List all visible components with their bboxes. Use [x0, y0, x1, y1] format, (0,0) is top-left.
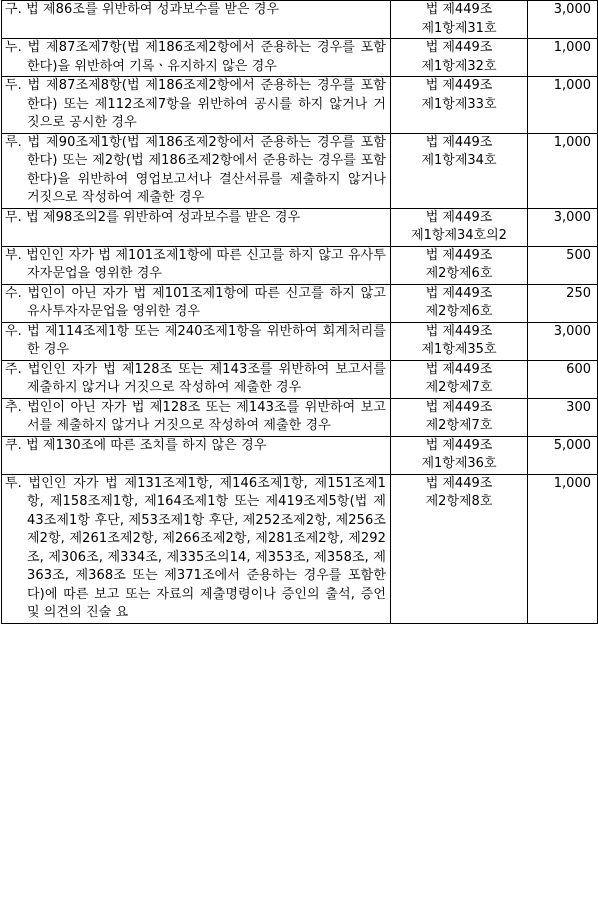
- fine-amount-cell: 5,000: [528, 436, 598, 474]
- fine-amount-cell: 250: [528, 284, 598, 322]
- table-row: [2, 77, 598, 134]
- table-row: [2, 133, 598, 208]
- table-row: [2, 39, 598, 77]
- legal-basis-clause: 제1항제32호: [421, 58, 497, 74]
- fine-amount-cell: 500: [528, 246, 598, 284]
- legal-basis-cell: [391, 474, 528, 623]
- violation-cell: 누. 법 제87조제7항(법 제186조제2항에서 준용하는 경우를 포함한다)을 위반하여 기록ㆍ유지하지 않은 경우: [2, 39, 391, 77]
- fine-amount-cell: 300: [528, 398, 598, 436]
- fine-amount-cell: 1,000: [528, 133, 598, 208]
- violation-cell: 쿠. 법 제130조에 따른 조치를 하지 않은 경우: [2, 436, 391, 474]
- legal-basis-cell: [391, 246, 528, 284]
- legal-basis-clause: 제1항제33호: [421, 96, 497, 112]
- legal-basis-article: 법 제449조: [425, 40, 493, 55]
- legal-basis-cell: [391, 436, 528, 474]
- legal-basis-clause: 제1항제31호: [421, 20, 497, 36]
- fine-amount-cell: 3,000: [528, 322, 598, 360]
- violation-cell: 구. 법 제86조를 위반하여 성과보수를 받은 경우: [2, 1, 391, 39]
- fine-amount-cell: 1,000: [528, 474, 598, 623]
- legal-basis-article: 법 제449조: [425, 247, 493, 263]
- fine-amount-cell: 3,000: [528, 1, 598, 39]
- table-row: [2, 284, 598, 322]
- table-row: [2, 398, 598, 436]
- legal-basis-clause: 제2항제8호: [425, 494, 493, 509]
- legal-basis-clause: 제1항제36호: [421, 456, 497, 471]
- table-row: [2, 246, 598, 284]
- table-row: [2, 474, 598, 623]
- table-row: [2, 208, 598, 246]
- table-row: [2, 322, 598, 360]
- legal-basis-article: 법 제449조: [425, 437, 493, 453]
- legal-basis-article: 법 제449조: [425, 285, 493, 301]
- table-row: [2, 360, 598, 398]
- fine-amount-cell: 3,000: [528, 208, 598, 246]
- legal-basis-cell: [391, 77, 528, 134]
- violation-cell: 수. 법인이 아닌 자가 법 제101조제1항에 따른 신고를 하지 않고 유사투자자문업을 영위한 경우: [2, 284, 391, 322]
- fine-amount-cell: 1,000: [528, 77, 598, 134]
- legal-basis-clause: 제1항제34호: [421, 153, 497, 168]
- legal-basis-article: 법 제449조: [425, 323, 493, 339]
- violation-cell: 추. 법인이 아닌 자가 법 제128조 또는 제143조를 위반하여 보고서를 제출하지 않거나 거짓으로 작성하여 제출한 경우: [2, 398, 391, 436]
- legal-basis-cell: [391, 398, 528, 436]
- legal-basis-cell: [391, 322, 528, 360]
- violation-cell: 투. 법인인 자가 법 제131조제1항, 제146조제1항, 제151조제1항, 제158조제1항, 제164조제1항 또는 제419조제5항(법 제43조제1항 후단, 제53조제1항 후단, 제252조제2항, 제256조제2항, 제261조제2항, 제266조제2항, 제281조제2항, 제292조, 제306조, 제334조, 제335조의14, 제353조, 제358조, 제363조, 제368조 또는 제371조에서 준용하는 경우를 포함한다)에 따른 보고 또는 자료의 제출명령이나 증인의 출석, 증언 및 의견의 진술 요: [2, 474, 391, 623]
- legal-basis-clause: 제2항제7호: [425, 380, 493, 395]
- legal-basis-clause: 제2항제6호: [425, 304, 493, 319]
- legal-basis-article: 법 제449조: [425, 78, 493, 93]
- legal-basis-article: 법 제449조: [425, 134, 493, 150]
- legal-basis-cell: [391, 284, 528, 322]
- legal-basis-clause: 제2항제7호: [425, 418, 493, 433]
- legal-basis-cell: [391, 360, 528, 398]
- violation-cell: 부. 법인인 자가 법 제101조제1항에 따른 신고를 하지 않고 유사투자자문업을 영위한 경우: [2, 246, 391, 284]
- fine-schedule-table: [1, 0, 598, 624]
- violation-cell: 두. 법 제87조제8항(법 제186조제2항에서 준용하는 경우를 포함한다) 또는 제112조제7항을 위반하여 공시를 하지 않거나 거짓으로 공시한 경우: [2, 77, 391, 134]
- violation-cell: 무. 법 제98조의2를 위반하여 성과보수를 받은 경우: [2, 208, 391, 246]
- legal-basis-clause: 제2항제6호: [425, 266, 493, 281]
- legal-basis-cell: [391, 39, 528, 77]
- legal-basis-article: 법 제449조: [425, 475, 493, 491]
- table-row: [2, 436, 598, 474]
- legal-basis-article: 법 제449조: [425, 209, 493, 225]
- legal-basis-cell: [391, 1, 528, 39]
- legal-basis-article: 법 제449조: [425, 361, 493, 377]
- violation-cell: 우. 법 제114조제1항 또는 제240조제1항을 위반하여 회계처리를 한 경우: [2, 322, 391, 360]
- legal-basis-cell: [391, 133, 528, 208]
- table-row: [2, 1, 598, 39]
- legal-basis-clause: 제1항제34호의2: [411, 228, 507, 243]
- violation-cell: 주. 법인인 자가 법 제128조 또는 제143조를 위반하여 보고서를 제출하지 않거나 거짓으로 작성하여 제출한 경우: [2, 360, 391, 398]
- legal-basis-clause: 제1항제35호: [421, 342, 497, 357]
- fine-amount-cell: 600: [528, 360, 598, 398]
- fine-amount-cell: 1,000: [528, 39, 598, 77]
- legal-basis-cell: [391, 208, 528, 246]
- violation-cell: 루. 법 제90조제1항(법 제186조제2항에서 준용하는 경우를 포함한다) 또는 제2항(법 제186조제2항에서 준용하는 경우를 포함한다)을 위반하여 영업보고서나 결산서류를 제출하지 않거나 거짓으로 작성하여 제출한 경우: [2, 133, 391, 208]
- legal-basis-article: 법 제449조: [425, 399, 493, 415]
- legal-basis-article: 법 제449조: [425, 2, 493, 17]
